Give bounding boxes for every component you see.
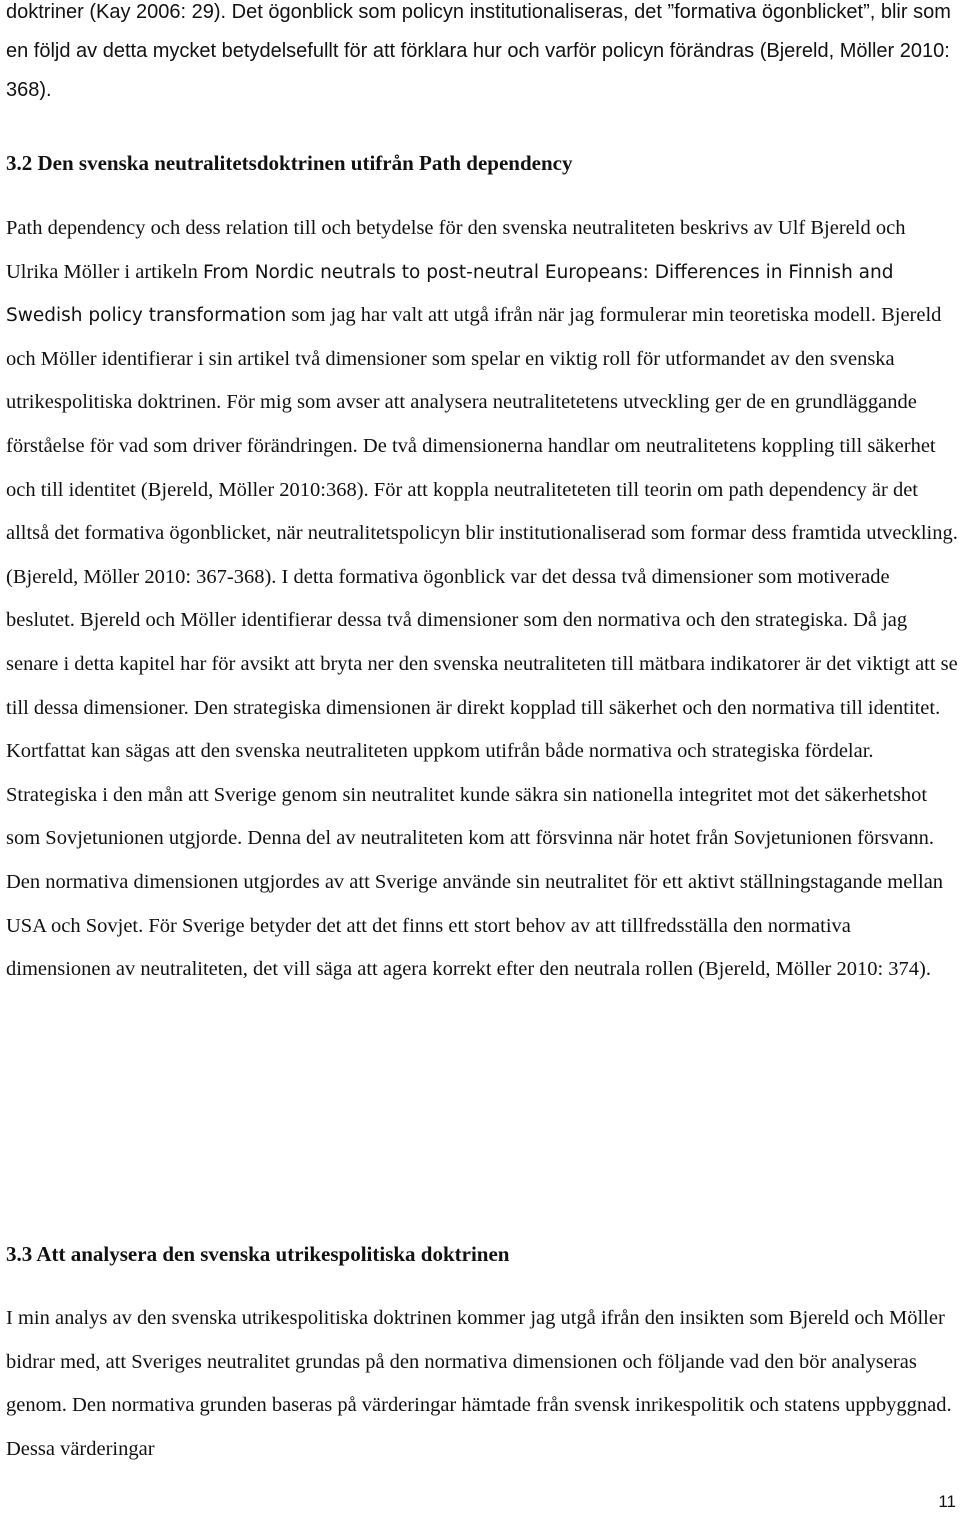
section-heading-3-3: 3.3 Att analysera den svenska utrikespolitiska doktrinen: [6, 1242, 510, 1266]
section-3-3-paragraph: I min analys av den svenska utrikespolitiska doktrinen kommer jag utgå ifrån den insikten som Bjereld och Möller bidrar med, att Sveriges neutralitet grundas på den normativa dimensionen och följande vad den bör analyseras genom. Den normativa grunden baseras på värderingar hämtade från svensk inrikespolitik och statens uppbyggnad. Dessa värderingar: [6, 1307, 952, 1460]
paragraph-text-part1: Path dependency och dess relation till och betydelse för den svenska neutraliteten beskrivs av Ulf Bjereld och Ulrika Möller i artikeln: [6, 217, 906, 283]
continuation-paragraph: doktriner (Kay 2006: 29). Det ögonblick som policyn institutionaliseras, det ”formativa ögonblicket”, blir som en följd av detta mycket betydelsefullt för att förklara hur och varför policyn förändras (Bjereld, Möller 2010: 368).: [6, 1, 951, 101]
paragraph-text-part2: som jag har valt att utgå ifrån när jag formulerar min teoretiska modell. Bjereld och Möller identifierar i sin artikel två dimensioner som spelar en viktig roll för utformandet av den svenska utrikespolitiska doktrinen. För mig som avser att analysera neutralitetetens utveckling ger de en grundläggande förståelse för vad som driver förändringen. De två dimensionerna handlar om neutralitetens koppling till säkerhet och till identitet (Bjereld, Möller 2010:368). För att koppla neutraliteteten till teorin om path dependency är det alltså det formativa ögonblicket, när neutralitetspolicyn blir institutionaliserad som formar dess framtida utveckling. (Bjereld, Möller 2010: 367-368). I detta formativa ögonblick var det dessa två dimensioner som motiverade beslutet. Bjereld och Möller identifierar dessa två dimensioner som den normativa och den strategiska. Då jag senare i detta kapitel har för avsikt att bryta ner den svenska neutraliteten till mätbara indikatorer är det viktigt att se till dessa dimensioner. Den strategiska dimensionen är direkt kopplad till säkerhet och den normativa till identitet. Kortfattat kan sägas att den svenska neutraliteten uppkom utifrån både normativa och strategiska fördelar. Strategiska i den mån att Sverige genom sin neutralitet kunde säkra sin nationella integritet mot det säkerhetshot som Sovjetunionen utgjorde. Denna del av neutraliteten kom att försvinna när hotet från Sovjetunionen försvann. Den normativa dimensionen utgjordes av att Sverige använde sin neutralitet för ett aktivt ställningstagande mellan USA och Sovjet. För Sverige betyder det att det finns ett stort behov av att tillfredsställa den normativa dimensionen av neutraliteten, det vill säga att agera korrekt efter den neutrala rollen (Bjereld, Möller 2010: 374).: [6, 304, 958, 981]
section-3-2-paragraph: [6, 207, 960, 992]
article-title: From Nordic neutrals to post-neutral Europeans: Differences in Finnish and Swedish policy transformation: [6, 261, 894, 327]
section-heading-3-2: 3.2 Den svenska neutralitetsdoktrinen utifrån Path dependency: [6, 151, 573, 175]
page-number: 11: [938, 1492, 956, 1511]
